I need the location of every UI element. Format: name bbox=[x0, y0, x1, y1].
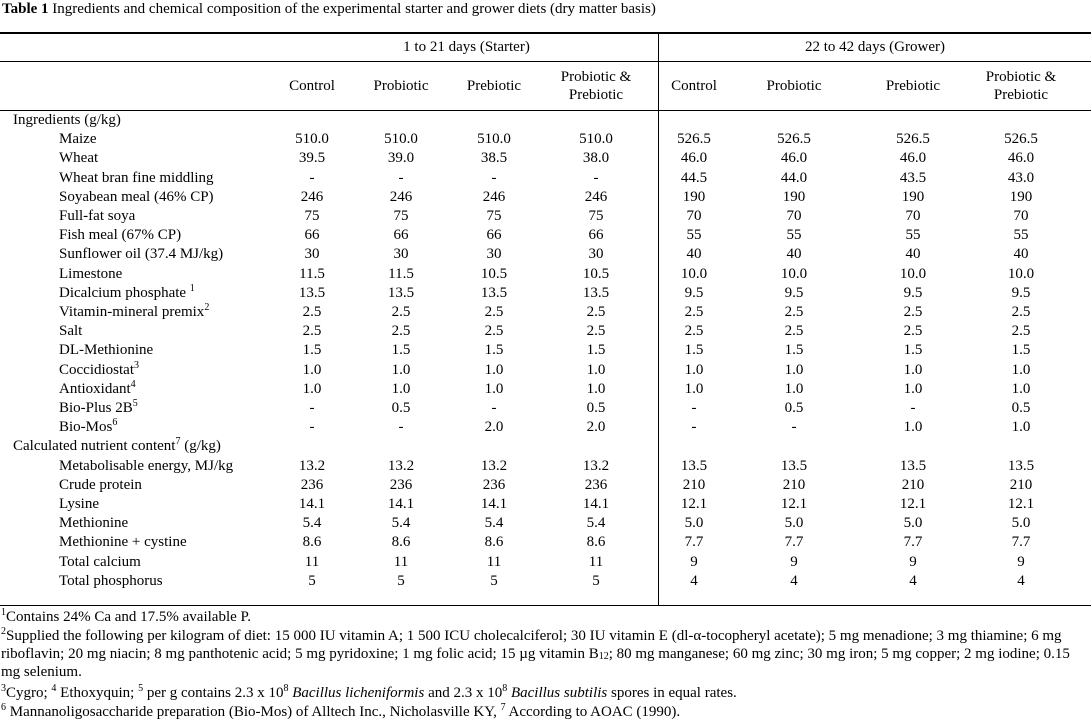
table-cell: 12.1 bbox=[680, 496, 708, 512]
table-cell: 9.5 bbox=[1011, 284, 1031, 301]
table-cell: - bbox=[910, 400, 916, 416]
table-cell: 12.1 bbox=[780, 496, 808, 512]
table-cell: 510.0 bbox=[477, 131, 511, 148]
table-cell: 0.5 bbox=[391, 400, 411, 416]
table-cell: 46.0 bbox=[1007, 150, 1035, 167]
table-cell: 9.5 bbox=[784, 284, 804, 301]
treatment-header: Probiotic & Prebiotic bbox=[985, 69, 1057, 103]
table-cell: - bbox=[309, 400, 315, 416]
table-cell: 7.7 bbox=[1011, 534, 1031, 551]
table-cell: 14.1 bbox=[298, 496, 326, 512]
table-cell: 210 bbox=[782, 476, 806, 493]
table-cell: 40 bbox=[905, 246, 921, 263]
table-cell: - bbox=[791, 419, 797, 436]
footnote-6-7: $^6$ Mannanoligosaccharide preparation (Bio-Mos) of Alltech Inc., Nicholasville KY, $^7$ According to AOAC (1990). bbox=[1, 702, 681, 720]
table-cell: 13.2 bbox=[582, 457, 610, 474]
section-title: Ingredients (g/kg) bbox=[13, 112, 121, 128]
table-cell: 1.0 bbox=[903, 380, 923, 397]
table-cell: 1.5 bbox=[302, 342, 322, 359]
table-cell: 526.5 bbox=[1004, 131, 1038, 148]
table-cell: 11 bbox=[588, 553, 604, 570]
table-cell: 2.5 bbox=[484, 304, 504, 320]
table-cell: - bbox=[398, 419, 404, 436]
table-cell: 9.5 bbox=[903, 284, 923, 301]
row-label: Limestone bbox=[59, 265, 123, 282]
table-cell: 5.0 bbox=[784, 515, 804, 532]
table-cell: 1.0 bbox=[586, 380, 606, 397]
table-cell: 246 bbox=[584, 188, 608, 205]
table-cell: 1.0 bbox=[391, 361, 411, 378]
table-cell: 8.6 bbox=[484, 534, 504, 551]
table-cell: 70 bbox=[1013, 208, 1029, 224]
table-title: Ingredients and chemical composition of the experimental starter and grower diets (dry matter basis) bbox=[48, 1, 656, 17]
treatment-header: Probiotic & Prebiotic bbox=[560, 69, 632, 103]
table-cell: 1.0 bbox=[684, 361, 704, 378]
row-label: Methionine bbox=[59, 515, 129, 532]
table-cell: 246 bbox=[482, 188, 506, 205]
table-cell: - bbox=[398, 169, 404, 186]
table-cell: 5.0 bbox=[684, 515, 704, 532]
table-cell: 4 bbox=[690, 572, 698, 589]
table-cell: 1.0 bbox=[784, 380, 804, 397]
table-cell: 14.1 bbox=[480, 496, 508, 512]
table-cell: 190 bbox=[682, 188, 706, 205]
table-cell: 30 bbox=[393, 246, 409, 263]
row-label: Salt bbox=[59, 323, 83, 340]
header-rule bbox=[0, 110, 1091, 111]
table-cell: 1.0 bbox=[903, 419, 923, 436]
table-cell: 2.5 bbox=[391, 304, 411, 320]
table-cell: 190 bbox=[1009, 188, 1033, 205]
table-cell: 210 bbox=[1009, 476, 1033, 493]
table-cell: 10.5 bbox=[480, 265, 508, 282]
table-cell: 43.0 bbox=[1007, 169, 1035, 186]
table-cell: 510.0 bbox=[295, 131, 329, 148]
row-label: Methionine + cystine bbox=[59, 534, 187, 551]
table-cell: 246 bbox=[389, 188, 413, 205]
table-cell: 2.0 bbox=[586, 419, 606, 436]
table-cell: 1.0 bbox=[391, 380, 411, 397]
section-title: Calculated nutrient content$^7$ (g/kg) bbox=[13, 436, 221, 455]
table-cell: 2.5 bbox=[391, 323, 411, 340]
table-cell: 13.5 bbox=[298, 284, 326, 301]
row-label: Coccidiostat$^3$ bbox=[59, 359, 139, 378]
table-cell: 1.0 bbox=[1011, 361, 1031, 378]
row-label: Bio-Mos$^6$ bbox=[59, 417, 118, 436]
table-cell: - bbox=[691, 400, 697, 416]
row-label: Maize bbox=[59, 131, 97, 148]
table-cell: 13.5 bbox=[899, 457, 927, 474]
table-cell: 40 bbox=[686, 246, 702, 263]
table-cell: 1.0 bbox=[784, 361, 804, 378]
row-label: Metabolisable energy, MJ/kg bbox=[59, 457, 234, 474]
table-cell: 210 bbox=[901, 476, 925, 493]
row-label: Sunflower oil (37.4 MJ/kg) bbox=[59, 246, 224, 263]
table-cell: 11.5 bbox=[299, 265, 325, 282]
row-label: Antioxidant$^4$ bbox=[59, 378, 136, 397]
table-cell: 40 bbox=[786, 246, 802, 263]
table-cell: 2.5 bbox=[1011, 304, 1031, 320]
table-cell: 2.5 bbox=[302, 304, 322, 320]
table-cell: 2.5 bbox=[1011, 323, 1031, 340]
table-cell: 55 bbox=[1013, 227, 1029, 244]
table-cell: 13.5 bbox=[780, 457, 808, 474]
table-cell: 2.5 bbox=[784, 304, 804, 320]
table-cell: 5 bbox=[592, 572, 600, 589]
table-cell: 38.5 bbox=[480, 150, 508, 167]
table-cell: 2.5 bbox=[684, 304, 704, 320]
table-cell: 75 bbox=[304, 208, 320, 224]
treatment-header: Probiotic bbox=[766, 78, 822, 94]
table-cell: 1.5 bbox=[684, 342, 704, 359]
table-cell: 5.4 bbox=[302, 515, 322, 532]
row-label: DL-Methionine bbox=[59, 342, 154, 359]
table-cell: 14.1 bbox=[387, 496, 415, 512]
table-cell: 236 bbox=[584, 476, 608, 493]
table-cell: 2.0 bbox=[484, 419, 504, 436]
table-cell: 66 bbox=[486, 227, 502, 244]
row-label: Full-fat soya bbox=[59, 208, 136, 224]
table-cell: 13.2 bbox=[298, 457, 326, 474]
table-cell: 12.1 bbox=[1007, 496, 1035, 512]
table-cell: 510.0 bbox=[579, 131, 613, 148]
table-cell: 40 bbox=[1013, 246, 1029, 263]
table-cell: 7.7 bbox=[903, 534, 923, 551]
table-cell: 75 bbox=[393, 208, 409, 224]
table-cell: 8.6 bbox=[302, 534, 322, 551]
table-cell: 5 bbox=[308, 572, 316, 589]
table-cell: 10.0 bbox=[1007, 265, 1035, 282]
table-cell: 11 bbox=[486, 553, 502, 570]
table-cell: 5 bbox=[397, 572, 405, 589]
row-label: Wheat bbox=[59, 150, 99, 167]
treatment-header: Prebiotic bbox=[466, 78, 522, 94]
table-cell: 526.5 bbox=[777, 131, 811, 148]
group-starter: 1 to 21 days (Starter) bbox=[403, 39, 530, 55]
treatment-header: Control bbox=[671, 78, 717, 94]
table-cell: 1.5 bbox=[784, 342, 804, 359]
table-cell: 190 bbox=[782, 188, 806, 205]
table-cell: 2.5 bbox=[484, 323, 504, 340]
table-cell: 13.5 bbox=[1007, 457, 1035, 474]
table-cell: - bbox=[691, 419, 697, 436]
table-cell: 9 bbox=[909, 553, 917, 570]
table-cell: 66 bbox=[304, 227, 320, 244]
table-cell: 43.5 bbox=[899, 169, 927, 186]
table-cell: 236 bbox=[389, 476, 413, 493]
table-cell: 13.2 bbox=[480, 457, 508, 474]
row-label: Fish meal (67% CP) bbox=[59, 227, 182, 244]
table-cell: 2.5 bbox=[586, 304, 606, 320]
table-cell: 13.5 bbox=[387, 284, 415, 301]
table-cell: 5.0 bbox=[903, 515, 923, 532]
table-cell: 236 bbox=[482, 476, 506, 493]
table-cell: 66 bbox=[588, 227, 604, 244]
table-cell: - bbox=[593, 169, 599, 186]
table-cell: 75 bbox=[486, 208, 502, 224]
table-cell: 510.0 bbox=[384, 131, 418, 148]
row-label: Total phosphorus bbox=[59, 572, 163, 589]
footnote-3-5: $^3$Cygro; $^4$ Ethoxyquin; $^5$ per g contains 2.3 x $10^8$ Bacillus licheniformis and 2.3 x $10^8$ Bacillus subtilis spores in equal rates. bbox=[1, 683, 737, 701]
table-cell: 1.0 bbox=[586, 361, 606, 378]
table-cell: 46.0 bbox=[680, 150, 708, 167]
table-cell: 4 bbox=[1017, 572, 1025, 589]
table-cell: 9 bbox=[1017, 553, 1025, 570]
table-cell: 4 bbox=[790, 572, 798, 589]
table-cell: 11 bbox=[304, 553, 320, 570]
row-label: Wheat bran fine middling bbox=[59, 169, 214, 186]
table-cell: 39.5 bbox=[298, 150, 326, 167]
table-cell: 70 bbox=[686, 208, 702, 224]
table-cell: 10.0 bbox=[680, 265, 708, 282]
table-cell: 70 bbox=[786, 208, 802, 224]
table-cell: 7.7 bbox=[784, 534, 804, 551]
table-cell: 30 bbox=[486, 246, 502, 263]
table-cell: 9 bbox=[690, 553, 698, 570]
top-rule bbox=[0, 32, 1091, 34]
table-cell: 246 bbox=[300, 188, 324, 205]
footnote-1: $^1$Contains 24% Ca and 17.5% available P. bbox=[1, 607, 251, 625]
table-cell: 2.5 bbox=[903, 304, 923, 320]
table-cell: 1.5 bbox=[903, 342, 923, 359]
table-cell: 55 bbox=[905, 227, 921, 244]
table-cell: 8.6 bbox=[391, 534, 411, 551]
table-cell: 75 bbox=[588, 208, 604, 224]
table-cell: 13.2 bbox=[387, 457, 415, 474]
table-cell: 1.5 bbox=[484, 342, 504, 359]
table-cell: 210 bbox=[682, 476, 706, 493]
table-cell: 4 bbox=[909, 572, 917, 589]
table-cell: 5.4 bbox=[586, 515, 606, 532]
table-cell: 526.5 bbox=[677, 131, 711, 148]
table-cell: 2.5 bbox=[586, 323, 606, 340]
row-label: Lysine bbox=[59, 496, 99, 512]
table-cell: 39.0 bbox=[387, 150, 415, 167]
table-cell: 30 bbox=[304, 246, 320, 263]
table-cell: 30 bbox=[588, 246, 604, 263]
table-cell: 2.5 bbox=[302, 323, 322, 340]
table-cell: 14.1 bbox=[582, 496, 610, 512]
table-cell: 1.0 bbox=[484, 380, 504, 397]
table-cell: - bbox=[491, 169, 497, 186]
table-cell: 13.5 bbox=[582, 284, 610, 301]
table-cell: 1.0 bbox=[484, 361, 504, 378]
table-cell: 526.5 bbox=[896, 131, 930, 148]
table-cell: 2.5 bbox=[903, 323, 923, 340]
table-cell: - bbox=[309, 169, 315, 186]
group-grower: 22 to 42 days (Grower) bbox=[805, 39, 945, 55]
table-cell: 1.5 bbox=[391, 342, 411, 359]
row-label: Total calcium bbox=[59, 553, 141, 570]
row-label: Vitamin-mineral premix$^2$ bbox=[59, 302, 210, 320]
table-cell: 38.0 bbox=[582, 150, 610, 167]
table-cell: 55 bbox=[786, 227, 802, 244]
table-cell: 5.4 bbox=[391, 515, 411, 532]
table-cell: 5.4 bbox=[484, 515, 504, 532]
table-cell: 1.0 bbox=[903, 361, 923, 378]
row-label: Dicalcium phosphate $^1$ bbox=[59, 282, 195, 301]
table-cell: 1.0 bbox=[684, 380, 704, 397]
table-cell: 66 bbox=[393, 227, 409, 244]
table-cell: 1.0 bbox=[302, 361, 322, 378]
table-cell: 5.0 bbox=[1011, 515, 1031, 532]
table-cell: 0.5 bbox=[784, 400, 804, 416]
treatment-header: Probiotic bbox=[373, 78, 429, 94]
table-cell: 1.0 bbox=[302, 380, 322, 397]
table-cell: 8.6 bbox=[586, 534, 606, 551]
table-cell: - bbox=[309, 419, 315, 436]
treatment-header: Prebiotic bbox=[885, 78, 941, 94]
table-cell: 46.0 bbox=[780, 150, 808, 167]
table-cell: 55 bbox=[686, 227, 702, 244]
table-cell: 1.5 bbox=[586, 342, 606, 359]
table-cell: 13.5 bbox=[680, 457, 708, 474]
table-cell: 1.0 bbox=[1011, 419, 1031, 436]
table-cell: 236 bbox=[300, 476, 324, 493]
table-cell: 44.5 bbox=[680, 169, 708, 186]
table-cell: 2.5 bbox=[684, 323, 704, 340]
row-label: Soyabean meal (46% CP) bbox=[59, 188, 214, 205]
treatment-header: Control bbox=[289, 78, 335, 94]
table-cell: 44.0 bbox=[780, 169, 808, 186]
table-cell: 11.5 bbox=[388, 265, 414, 282]
table-cell: 10.5 bbox=[582, 265, 610, 282]
table-cell: 190 bbox=[901, 188, 925, 205]
table-cell: - bbox=[491, 400, 497, 416]
table-cell: 1.5 bbox=[1011, 342, 1031, 359]
footnote-2: $^2$Supplied the following per kilogram of diet: 15 000 IU vitamin A; 1 500 ICU cholecalciferol; 30 IU vitamin E (dl-α-tocopheryl acetate); 5 mg menadione; 3 mg thiamine; 6 mg riboflavin; 20 mg niacin; 8 mg panthotenic acid; 5 mg pyridoxine; 1 mg folic acid; 15 µg vitamin $B_{12}$; 80 mg manganese; 60 mg zinc; 30 mg iron; 5 mg copper; 2 mg iodine; 0.15 mg selenium. bbox=[1, 626, 1070, 680]
row-label: Bio-Plus $2B^5$ bbox=[59, 398, 138, 416]
table-cell: 9.5 bbox=[684, 284, 704, 301]
table-cell: 2.5 bbox=[784, 323, 804, 340]
row-label: Crude protein bbox=[59, 476, 142, 493]
table-cell: 70 bbox=[905, 208, 921, 224]
bottom-rule bbox=[0, 605, 1091, 606]
table-cell: 10.0 bbox=[899, 265, 927, 282]
table-cell: 10.0 bbox=[780, 265, 808, 282]
table-cell: 9 bbox=[790, 553, 798, 570]
table-cell: 0.5 bbox=[586, 400, 606, 416]
table-cell: 5 bbox=[490, 572, 498, 589]
table-cell: 46.0 bbox=[899, 150, 927, 167]
table-cell: 13.5 bbox=[480, 284, 508, 301]
table-cell: 12.1 bbox=[899, 496, 927, 512]
table-label: Table 1 bbox=[2, 1, 49, 17]
table-cell: 11 bbox=[393, 553, 409, 570]
group-rule bbox=[0, 61, 1091, 62]
table-caption bbox=[2, 0, 656, 18]
table-cell: 0.5 bbox=[1011, 400, 1031, 416]
table-cell: 1.0 bbox=[1011, 380, 1031, 397]
table-cell: 7.7 bbox=[684, 534, 704, 551]
